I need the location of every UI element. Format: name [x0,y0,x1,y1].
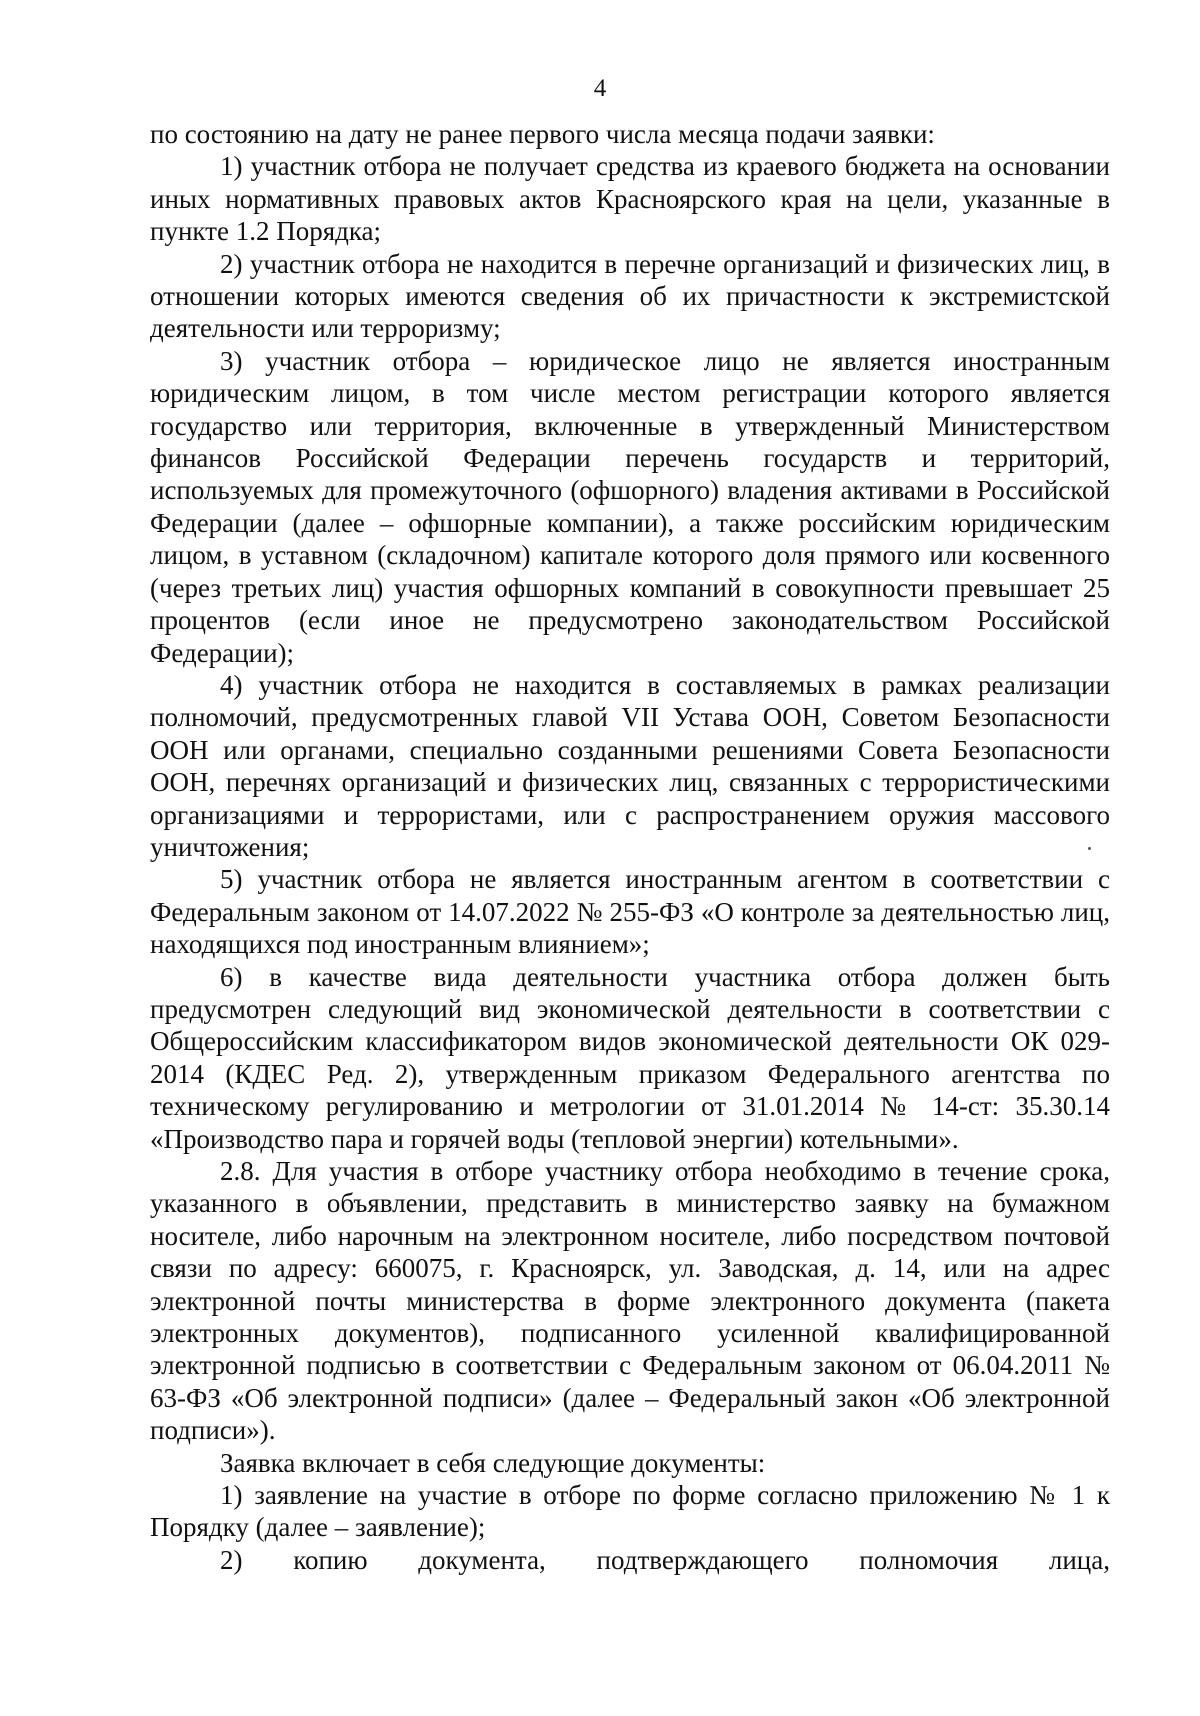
scan-speck [1088,847,1091,850]
paragraph-item-4: 4) участник отбора не находится в составляемых в рамках реализации полномочий, предусмотренных главой VII Устава ООН, Советом Безопасности ООН или органами, специально созданными решениями Совета Безопасности ООН, перечнях организаций и физических лиц, связанных с террористическими организациями и террористами, или с распространением оружия массового уничтожения; [150,669,1110,862]
paragraph-item-6: 6) в качестве вида деятельности участника отбора должен быть предусмотрен следующий вид экономической деятельности в соответствии с Общероссийским классификатором видов экономической деятельности ОК 029-2014 (КДЕС Ред. 2), утвержденным приказом Федерального агентства по техническому регулированию и метрологии от 31.01.2014 № 14-ст: 35.30.14 «Производство пара и горячей воды (тепловой энергии) котельными». [150,961,1110,1154]
paragraph-item-1: 1) участник отбора не получает средства из краевого бюджета на основании иных нормативных правовых актов Красноярского края на цели, указанные в пункте 1.2 Порядка; [150,151,1110,247]
paragraph-document-2: 2) копию документа, подтверждающего полномочия лица, [220,1544,1110,1575]
paragraph-document-1: 1) заявление на участие в отборе по форме согласно приложению № 1 к Порядку (далее – заявление); [150,1480,1110,1543]
document-body [150,118,1110,1576]
paragraph-application-contents: Заявка включает в себя следующие документы: [220,1447,766,1478]
paragraph-intro: по состоянию на дату не ранее первого числа месяца подачи заявки: [150,119,935,149]
paragraph-section-2-8: 2.8. Для участия в отборе участнику отбора необходимо в течение срока, указанного в объявлении, представить в министерство заявку на бумажном носителе, либо нарочным на электронном носителе, либо посредством почтовой связи по адресу: 660075, г. Красноярск, ул. Заводская, д. 14, или на адрес электронной почты министерства в форме электронного документа (пакета электронных документов), подписанного усиленной квалифицированной электронной подписью в соответствии с Федеральным законом от 06.04.2011 № 63-ФЗ «Об электронной подписи» (далее – Федеральный закон «Об электронной подписи»). [150,1156,1110,1446]
paragraph-item-2: 2) участник отбора не находится в перечне организаций и физических лиц, в отношении которых имеются сведения об их причастности к экстремистской деятельности или терроризму; [150,248,1110,344]
paragraph-item-3: 3) участник отбора – юридическое лицо не является иностранным юридическим лицом, в том числе местом регистрации которого является государство или территория, включенные в утвержденный Министерством финансов Российской Федерации перечень государств и территорий, используемых для промежуточного (офшорного) владения активами в Российской Федерации (далее – офшорные компании), а также российским юридическим лицом, в уставном (складочном) капитале которого доля прямого или косвенного (через третьих лиц) участия офшорных компаний в совокупности превышает 25 процентов (если иное не предусмотрено законодательством Российской Федерации); [150,345,1110,668]
paragraph-item-5: 5) участник отбора не является иностранным агентом в соответствии с Федеральным законом от 14.07.2022 № 255-ФЗ «О контроле за деятельностью лиц, находящихся под иностранным влиянием»; [150,864,1110,960]
page-number: 4 [593,75,607,102]
